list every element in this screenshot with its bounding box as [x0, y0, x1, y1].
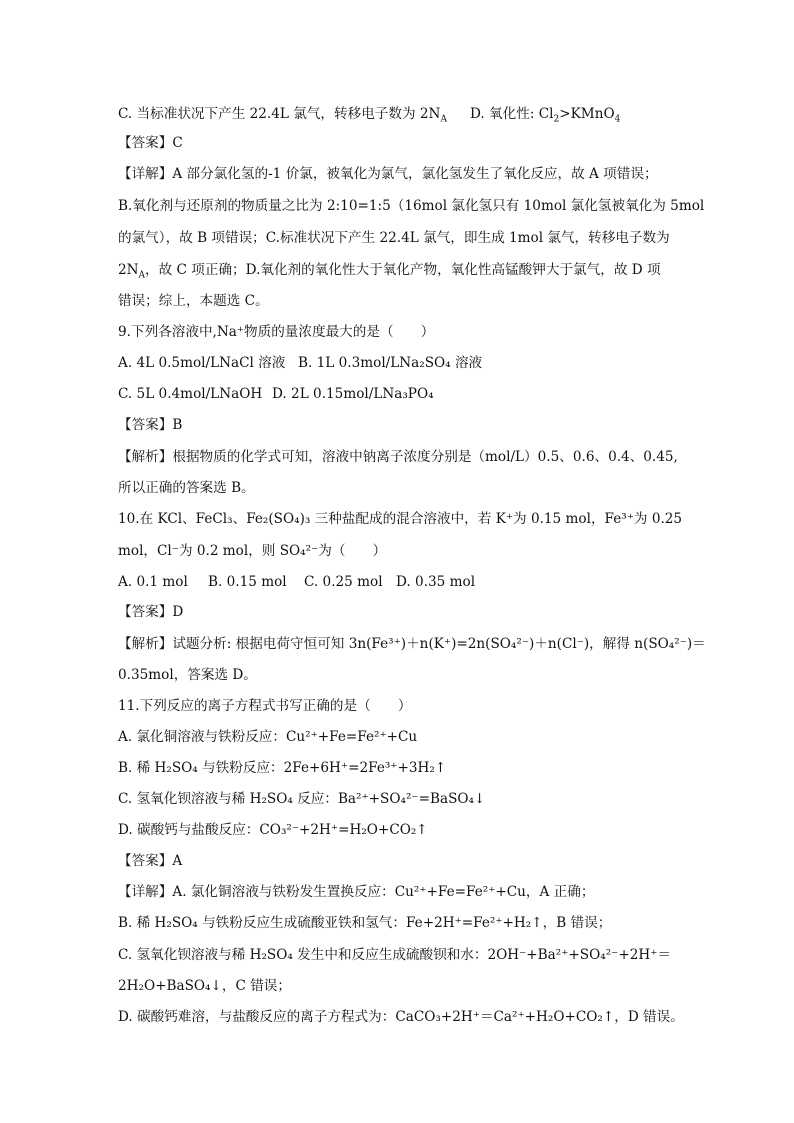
q11-option-d: D. 碳酸钙与盐酸反应：CO₃²⁻+2H⁺=H₂O+CO₂↑ [118, 822, 428, 838]
q10-option-a: A. 0.1 mol [118, 574, 188, 590]
q11-detail-line: B. 稀 H₂SO₄ 与铁粉反应生成硫酸亚铁和氢气：Fe+2H⁺=Fe²⁺+H₂↑，B 错误； [118, 915, 612, 931]
q9-analysis-line: 所以正确的答案选 B。 [118, 480, 255, 496]
q10-analysis-line: 0.35mol，答案选 D。 [118, 667, 257, 683]
q8-detail-line: B.氧化剂与还原剂的物质量之比为 2:10=1:5（16mol 氯化氢只有 10mol 氯化氢被氧化为 5mol [118, 198, 705, 214]
q11-detail-line: 【详解】A. 氯化铜溶液与铁粉发生置换反应：Cu²⁺+Fe=Fe²⁺+Cu，A 正确； [118, 884, 595, 900]
q11-detail-line: D. 碳酸钙难溶，与盐酸反应的离子方程式为：CaCO₃+2H⁺＝Ca²⁺+H₂O+CO₂↑，D 错误。 [118, 1009, 684, 1025]
q11-option-c: C. 氢氧化钡溶液与稀 H₂SO₄ 反应：Ba²⁺+SO₄²⁻=BaSO₄↓ [118, 791, 486, 807]
q8-detail-line: 错误；综上，本题选 C。 [118, 293, 269, 309]
q10-stem: mol，Cl⁻为 0.2 mol，则 SO₄²⁻为（ ） [118, 543, 387, 559]
q8-option-d: D. 氧化性: $Cl_2>KMnO_4$ [470, 106, 621, 125]
q8-detail-line: 【详解】A 部分氯化氢的-1 价氯，被氧化为氯气，氯化氢发生了氧化反应，故 A 项错误； [118, 166, 658, 182]
q11-option-a: A. 氯化铜溶液与铁粉反应：Cu²⁺+Fe=Fe²⁺+Cu [118, 729, 418, 745]
q8-detail-line: 的氯气），故 B 项错误；C.标准状况下产生 22.4L 氯气，即生成 1mol 氯气，转移电子数为 [118, 230, 670, 246]
q10-option-d: D. 0.35 mol [396, 574, 476, 590]
q10-analysis-line: 【解析】试题分析: 根据电荷守恒可知 3n(Fe³⁺)＋n(K⁺)=2n(SO₄²⁻)＋n(Cl⁻)，解得 n(SO₄²⁻)＝ [118, 636, 706, 652]
q11-detail-line: C. 氢氧化钡溶液与稀 H₂SO₄ 发生中和反应生成硫酸钡和水：2OH⁻+Ba²⁺+SO₄²⁻+2H⁺＝ [118, 947, 671, 963]
q10-option-c: C. 0.25 mol [304, 574, 383, 590]
q11-stem: 11.下列反应的离子方程式书写正确的是（ ） [118, 698, 412, 714]
q9-stem: 9.下列各溶液中,Na⁺物质的量浓度最大的是（ ） [118, 324, 435, 340]
q8-answer: 【答案】C [118, 135, 183, 151]
q11-answer: 【答案】A [118, 853, 183, 869]
q10-option-b: B. 0.15 mol [208, 574, 287, 590]
q9-option-c: C. 5L 0.4mol/LNaOH [118, 386, 263, 402]
q10-stem: 10.在 KCl、FeCl₃、Fe₂(SO₄)₃ 三种盐配成的混合溶液中，若 K⁺为 0.15 mol，Fe³⁺为 0.25 [118, 511, 683, 527]
q9-answer: 【答案】B [118, 417, 183, 433]
q11-detail-line: 2H₂O+BaSO₄↓，C 错误； [118, 978, 291, 994]
q9-options-row [118, 384, 698, 404]
q9-analysis-line: 【解析】根据物质的化学式可知，溶液中钠离子浓度分别是（mol/L）0.5、0.6、0.4、0.45, [118, 449, 678, 465]
q9-option-d: D. 2L 0.15mol/LNa₃PO₄ [272, 386, 434, 402]
q9-option-a: A. 4L 0.5mol/LNaCl 溶液 [118, 355, 286, 371]
q9-options-row [118, 353, 698, 373]
q9-option-b: B. 1L 0.3mol/LNa₂SO₄ 溶液 [298, 355, 483, 371]
q8-detail-line: $2N_A$，故 C 项正确；D.氧化剂的氧化性大于氧化产物，氧化性高锰酸钾大于氯气，故 D 项 [118, 262, 661, 281]
q10-options-row [118, 572, 698, 592]
q8-options-row [118, 104, 698, 124]
q8-option-c: C. 当标准状况下产生 22.4L 氯气，转移电子数为 $2N_A$ [118, 106, 447, 125]
q10-answer: 【答案】D [118, 604, 184, 620]
q11-option-b: B. 稀 H₂SO₄ 与铁粉反应：2Fe+6H⁺=2Fe³⁺+3H₂↑ [118, 760, 447, 776]
